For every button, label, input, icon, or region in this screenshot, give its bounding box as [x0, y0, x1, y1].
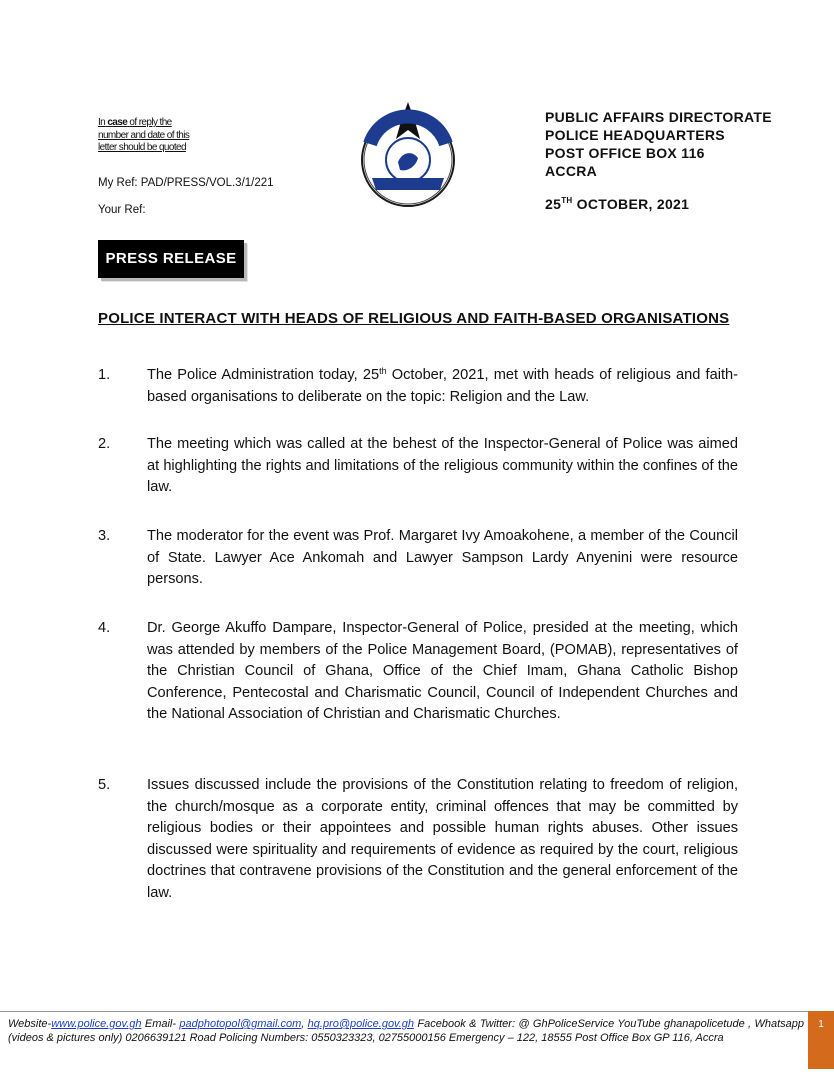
footer-divider	[0, 1011, 834, 1012]
paragraph-text: The moderator for the event was Prof. Margaret Ivy Amoakohene, a member of the Council of State. Lawyer Ace Ankomah and Lawyer Sampson Lardy Anyenini were resource persons.	[147, 528, 738, 587]
footer-contact: Website-www.police.gov.gh Email- padphotopol@gmail.com, hq.pro@police.gov.gh Facebook & Twitter: @ GhPoliceService YouTube ghanapolicetude , Whatsapp (videos & pictures only) 0206639121 Road Policing Numbers: 0550323323, 02755000156 Emergency – 122, 18555 Post Office Box GP 116, Accra	[8, 1018, 804, 1044]
paragraph-5	[98, 775, 738, 904]
ghana-police-crest	[350, 100, 468, 216]
your-ref: Your Ref:	[98, 204, 146, 216]
address-line2: POLICE HEADQUARTERS	[545, 127, 725, 143]
paragraph-4	[98, 618, 738, 726]
email-link-2[interactable]: hq.pro@police.gov.gh	[307, 1018, 415, 1030]
reply-note-line3: letter should be quoted	[98, 142, 186, 153]
release-date: 25TH OCTOBER, 2021	[545, 196, 690, 212]
directorate-address	[545, 108, 772, 180]
paragraph-text: The Police Administration today, 25th October, 2021, met with heads of religious and faith-based organisations to deliberate on the topic: Religion and the Law.	[147, 366, 738, 405]
address-line3: POST OFFICE BOX 116	[545, 145, 705, 161]
press-release-label: PRESS RELEASE	[98, 240, 244, 278]
address-line1: PUBLIC AFFAIRS DIRECTORATE	[545, 109, 772, 125]
press-headline: POLICE INTERACT WITH HEADS OF RELIGIOUS AND FAITH-BASED ORGANISATIONS	[98, 310, 730, 327]
paragraph-number: 3.	[98, 528, 111, 544]
paragraph-number: 4.	[98, 620, 111, 636]
email-link-1[interactable]: padphotopol@gmail.com	[179, 1018, 302, 1030]
paragraph-text: Issues discussed include the provisions of the Constitution relating to freedom of religion, the church/mosque as a corporate entity, criminal offences that may be committed by religious bodies or their appointees and possible human rights abuses. Other issues discussed were spirituality and requirements of evidence as required by the court, religious doctrines that contravene provisions of the Constitution and the general enforcement of the law.	[147, 777, 738, 901]
reply-note-line2: number and date of this	[98, 129, 190, 141]
address-line4: ACCRA	[545, 163, 598, 179]
my-ref: My Ref: PAD/PRESS/VOL.3/1/221	[98, 177, 274, 189]
paragraph-number: 5.	[98, 777, 111, 793]
page-number: 1	[808, 1011, 834, 1069]
website-link[interactable]: www.police.gov.gh	[51, 1018, 142, 1030]
paragraph-text: The meeting which was called at the behest of the Inspector-General of Police was aimed at highlighting the rights and limitations of the religious community within the confines of the law.	[147, 436, 738, 495]
paragraph-number: 2.	[98, 436, 111, 452]
paragraph-number: 1.	[98, 367, 111, 383]
reply-note-line1: In case of reply the	[98, 117, 172, 128]
reply-instruction	[98, 117, 238, 155]
paragraph-text: Dr. George Akuffo Dampare, Inspector-General of Police, presided at the meeting, which was attended by members of the Police Management Board, (POMAB), representatives of the Christian Council of Ghana, Office of the Chief Imam, Ghana Catholic Bishop Conference, Pentecostal and Charismatic Council, Council of Independent Churches and the National Association of Christian and Charismatic Churches.	[147, 620, 738, 722]
paragraph-2	[98, 434, 738, 499]
paragraph-3	[98, 526, 738, 591]
paragraph-1	[98, 365, 738, 408]
